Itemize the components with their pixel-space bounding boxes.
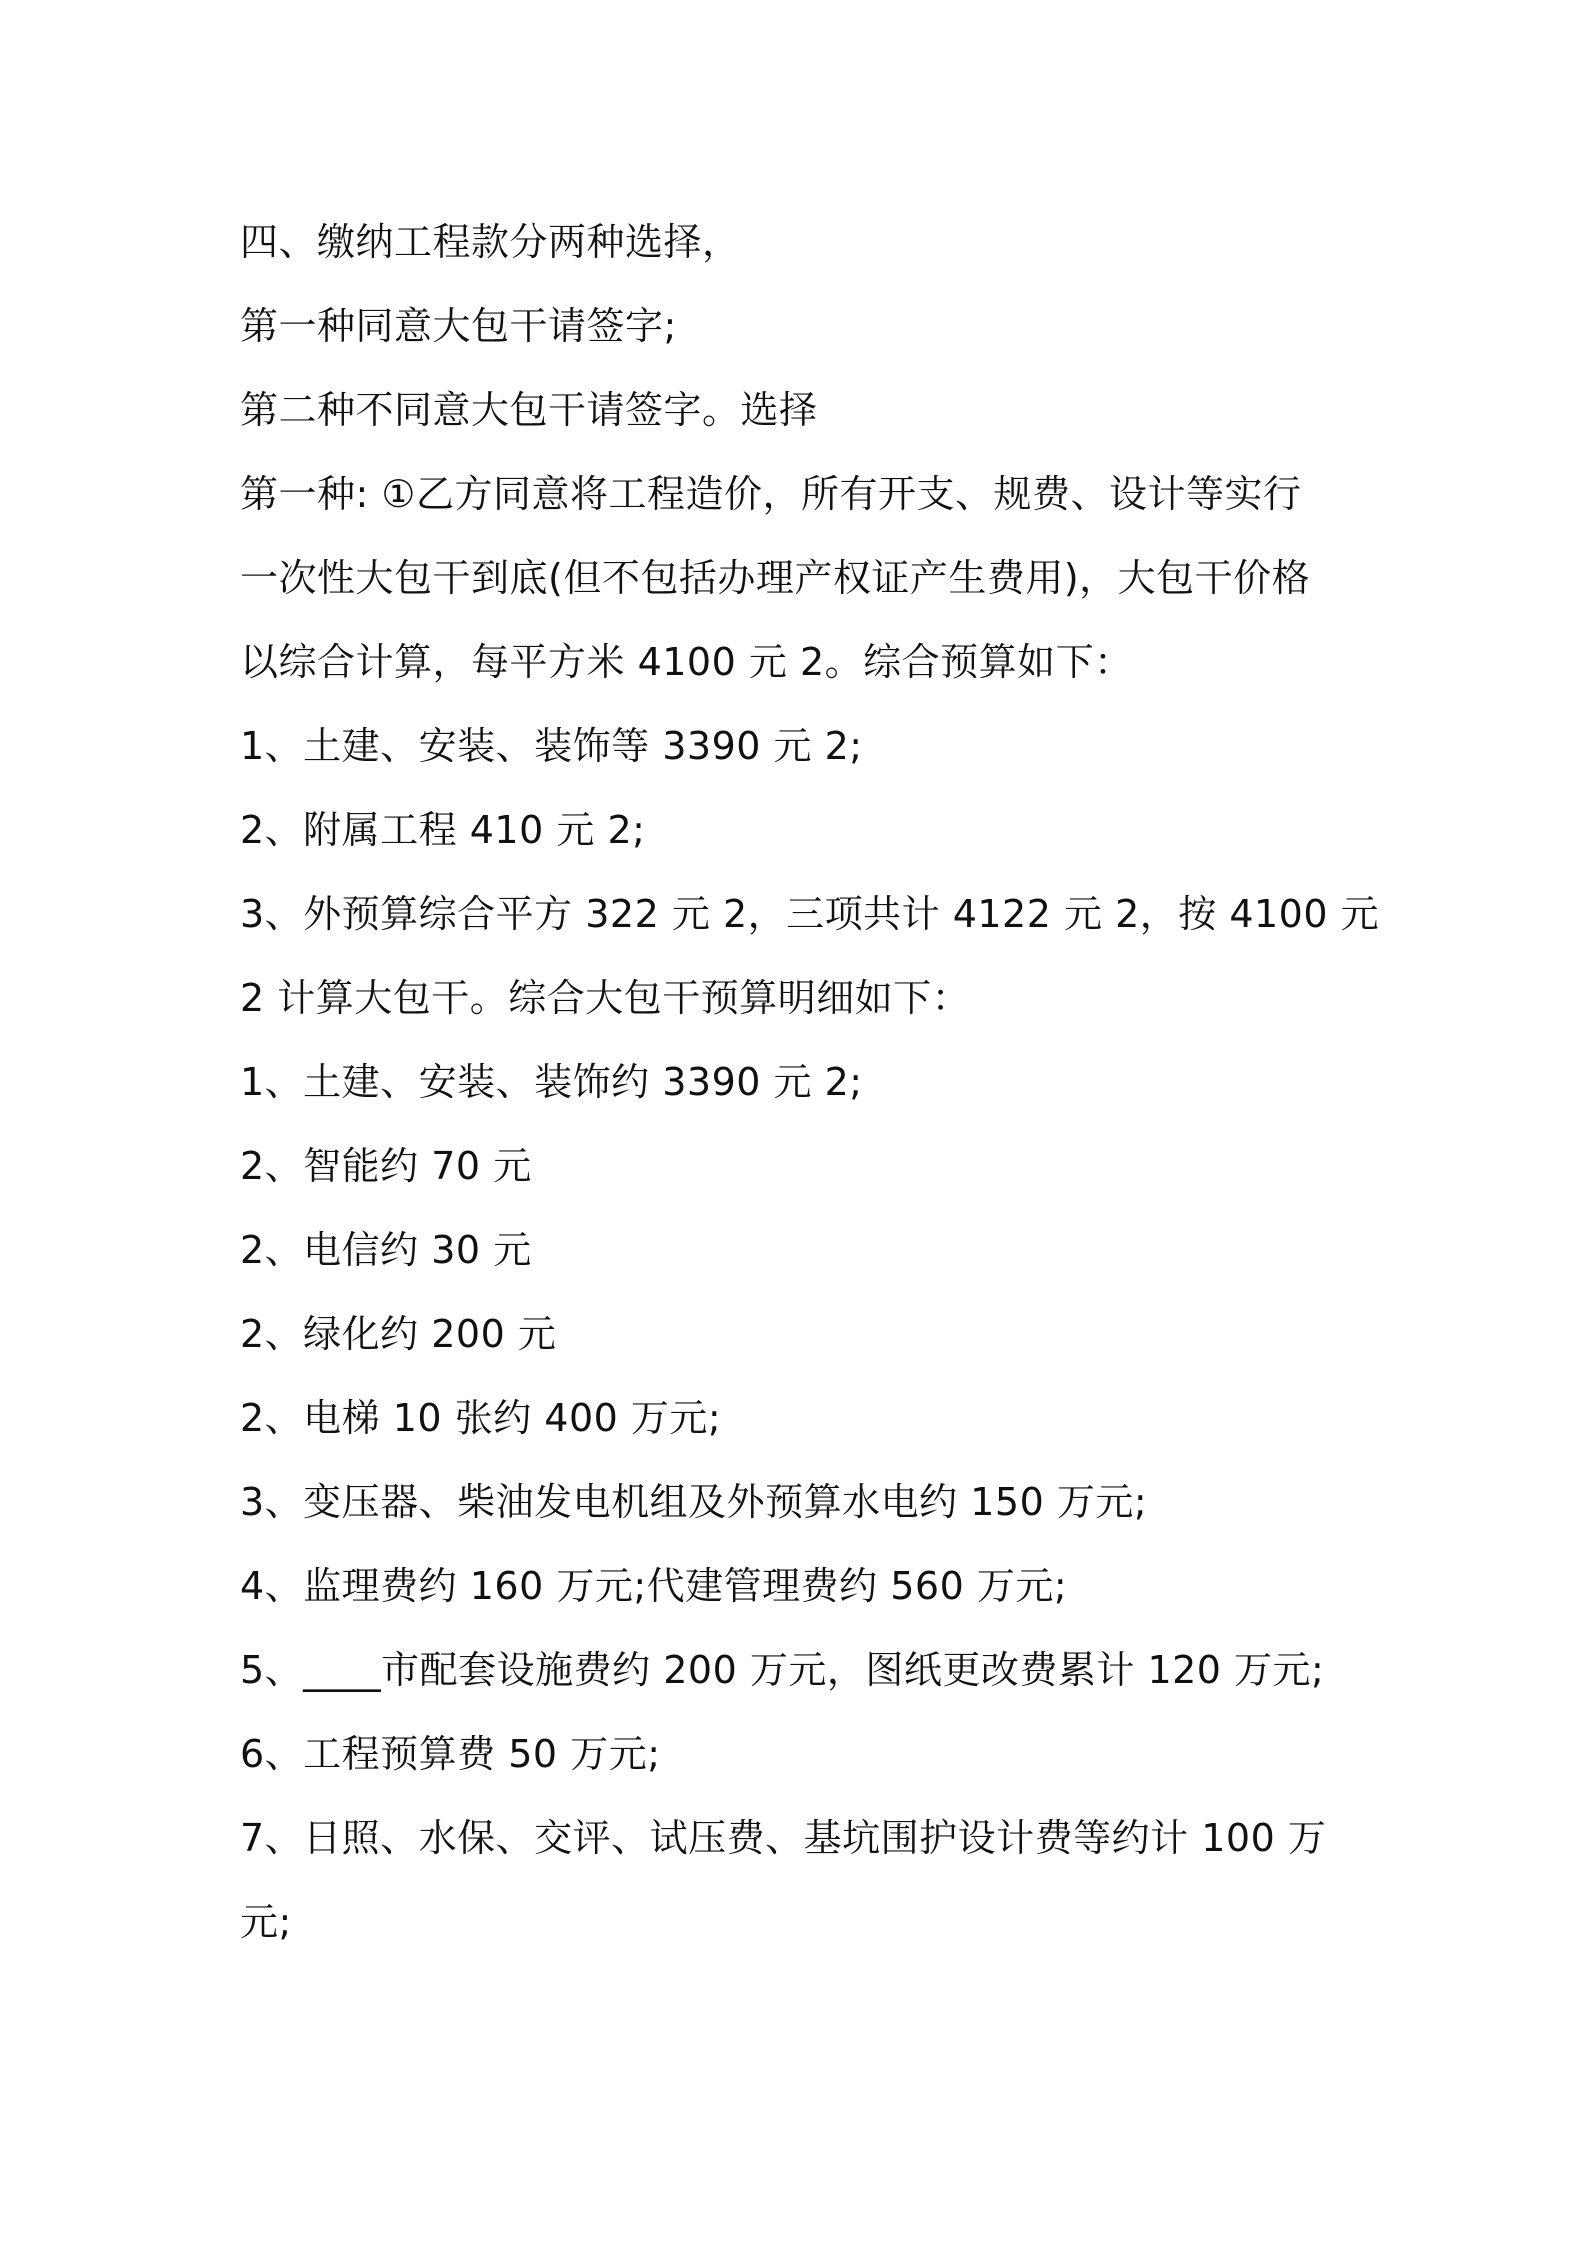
- paragraph-line: 第一种同意大包干请签字;: [240, 304, 677, 348]
- list-item: 5、____市配套设施费约 200 万元，图纸更改费累计 120 万元;: [240, 1648, 1325, 1692]
- paragraph-line: 第一种: ①乙方同意将工程造价，所有开支、规费、设计等实行: [240, 472, 1302, 516]
- list-item: 1、土建、安装、装饰约 3390 元 2;: [240, 1060, 863, 1104]
- list-item: 6、工程预算费 50 万元;: [240, 1732, 661, 1776]
- paragraph-line: 2 计算大包干。综合大包干预算明细如下：: [240, 976, 971, 1020]
- list-item: 2、智能约 70 元: [240, 1144, 532, 1188]
- list-item: 3、外预算综合平方 322 元 2，三项共计 4122 元 2，按 4100 元: [240, 892, 1380, 936]
- paragraph-line: 一次性大包干到底(但不包括办理产权证产生费用)，大包干价格: [240, 556, 1311, 600]
- list-item: 2、绿化约 200 元: [240, 1312, 557, 1356]
- list-item: 2、附属工程 410 元 2;: [240, 808, 646, 852]
- list-item: 3、变压器、柴油发电机组及外预算水电约 150 万元;: [240, 1480, 1148, 1524]
- list-item: 2、电梯 10 张约 400 万元;: [240, 1396, 722, 1440]
- paragraph-line: 第二种不同意大包干请签字。选择: [240, 388, 818, 432]
- list-item: 1、土建、安装、装饰等 3390 元 2;: [240, 724, 863, 768]
- list-item: 7、日照、水保、交评、试压费、基坑围护设计费等约计 100 万: [240, 1816, 1327, 1860]
- document-body: [240, 200, 1380, 1964]
- paragraph-line: 以综合计算，每平方米 4100 元 2。综合预算如下：: [240, 640, 1133, 684]
- list-item: 4、监理费约 160 万元;代建管理费约 560 万元;: [240, 1564, 1068, 1608]
- list-item-continuation: 元;: [240, 1900, 292, 1944]
- section-heading: 四、缴纳工程款分两种选择，: [240, 220, 741, 264]
- list-item: 2、电信约 30 元: [240, 1228, 532, 1272]
